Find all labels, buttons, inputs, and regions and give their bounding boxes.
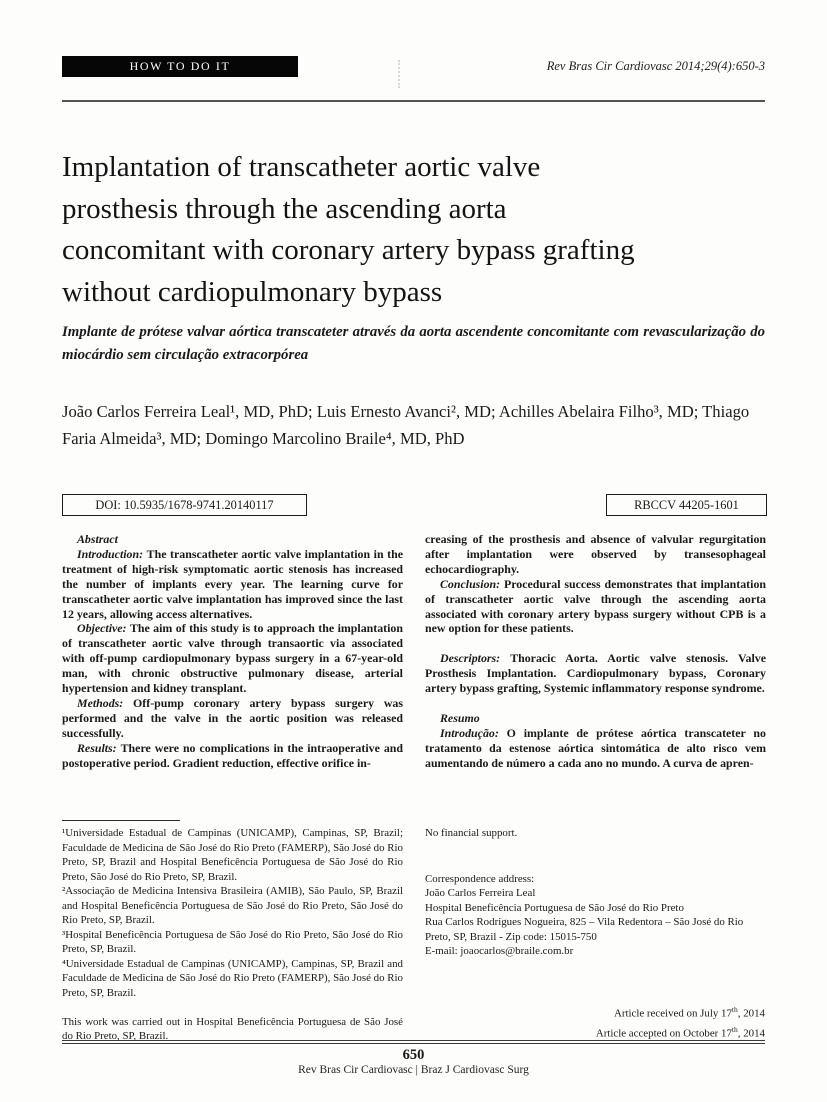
paragraph-text: O implante de prótese aórtica transcateter no tratamento da estenose aórtica sintomática de alto risco vem aumentando de número a cada ano no mundo. A curva de apren- [425,725,766,770]
correspondence-name: João Carlos Ferreira Leal [425,887,536,899]
footnote-rule [62,820,180,821]
descriptors-paragraph [425,651,766,696]
section-label-banner [62,56,298,77]
affiliation-3: ³Hospital Beneficência Portuguesa de São José do Rio Preto, São José do Rio Preto, SP, Brazil. [62,928,403,955]
paragraph-text: There were no complications in the intraoperative and postoperative period. Gradient reduction, effective orifice in- [62,740,403,770]
financial-support-note: No financial support. [425,827,518,839]
abstract-paragraph-results [62,741,403,771]
title-line-2: prosthesis through the ascending aorta [62,192,507,225]
paragraph-text: The aim of this study is to approach the implantation of transcatheter aortic valve through transaortic via associated with off-pump cardiopulmonary bypass surgery in a 67-year-old man, with chronic obstructive pulmonary disease, arterial hypertension and kidney transplant. [62,621,403,696]
correspondence-email: E-mail: joaocarlos@braile.com.br [425,945,574,957]
paragraph-lead: Methods: [77,695,134,710]
abstract-continuation: creasing of the prosthesis and absence of valvular regurgitation after implantation were observed by transesophageal echocardiography. [425,532,766,576]
title-line-4: without cardiopulmonary bypass [62,275,443,308]
abstract-section [62,532,766,774]
paragraph-lead: Descriptors: [440,651,511,666]
abstract-paragraph-objective [62,621,403,696]
affiliation-2: ²Associação de Medicina Intensiva Brasileira (AMIB), São Paulo, SP, Brazil and Hospital Beneficência Portuguesa de São José do Rio Preto, São José do Rio Preto, SP, Brazil. [62,885,403,926]
section-label: HOW TO DO IT [129,59,231,73]
abstract-paragraph-conclusion [425,577,766,637]
scan-dotted-artifact [398,60,400,88]
paragraph-lead: Results: [77,740,121,755]
title-line-1: Implantation of transcatheter aortic valve [62,151,541,183]
article-subtitle-pt: Implante de prótese valvar aórtica transcateter através da aorta ascendente concomitante com revascularização do miocárdio sem circulação extracorpórea [62,324,765,363]
abstract-paragraph-introduction [62,547,403,622]
footer-rule [62,1040,765,1044]
paragraph-lead: Introduction: [77,546,147,561]
abstract-heading: Abstract [77,532,118,546]
affiliation-4: ⁴Universidade Estadual de Campinas (UNICAMP), Campinas, SP, Brazil and Faculdade de Medicina de São José do Rio Preto (FAMERP), São José do Rio Preto, SP, Brazil. [62,957,404,999]
paragraph-lead: Conclusion: [440,576,504,591]
doi-box [62,494,307,516]
author-list: João Carlos Ferreira Leal¹, MD, PhD; Luis Ernesto Avanci², MD; Achilles Abelaira Filho³, MD; Thiago Faria Almeida³, MD; Domingo Marcolino Braile⁴, MD, PhD [62,402,750,448]
header-rule [62,100,765,102]
abstract-paragraph-methods [62,696,403,741]
journal-citation: Rev Bras Cir Cardiovasc 2014;29(4):650-3 [546,59,765,73]
resumo-heading: Resumo [440,710,480,725]
correspondence-street: Rua Carlos Rodrigues Nogueira, 825 – Vila Redentora – São José do Rio Preto, SP, Brazil - Zip code: 15015-750 [425,916,744,943]
article-accepted-date: Article accepted on October 17th, 2014 [595,1025,765,1040]
article-received-date: Article received on July 17th, 2014 [613,1005,765,1020]
rbccv-box [606,494,767,516]
paragraph-text: The transcatheter aortic valve implantation in the treatment of high-risk symptomatic aortic stenosis has increased the number of implants every year. The learning curve for transcatheter aortic valve implantation has improved since the last 12 years, allowing access alternatives. [62,546,403,621]
paragraph-lead: Introdução: [440,725,507,740]
correspondence-heading: Correspondence address: [425,872,535,885]
correspondence-hospital: Hospital Beneficência Portuguesa de São José do Rio Preto [425,901,684,914]
article-title [62,147,770,313]
resumo-paragraph-introducao [425,726,766,771]
affiliation-1: ¹Universidade Estadual de Campinas (UNICAMP), Campinas, SP, Brazil; Faculdade de Medicina de São José do Rio Preto (FAMERP), São José do Rio Preto, SP, Brazil and Hospital Beneficência Portuguesa de São José do Rio Preto, São José do Rio Preto, SP, Brazil. [62,827,404,883]
paragraph-text: Thoracic Aorta. Aortic valve stenosis. Valve Prosthesis Implantation. Cardiopulmonary bypass, Coronary artery bypass grafting, Systemic inflammatory response syndrome. [425,651,766,696]
paragraph-text: Off-pump coronary artery bypass surgery was performed and the valve in the aortic position was released successfully. [62,695,403,740]
abstract-column-left [62,532,403,774]
title-line-3: concomitant with coronary artery bypass grafting [62,234,635,266]
rbccv-text: RBCCV 44205-1601 [634,498,739,512]
footnotes-column-left [62,826,403,1044]
paragraph-text: Procedural success demonstrates that implantation of transcatheter aortic valve through the ascending aorta associated with coronary artery bypass surgery without CPB is a new option for these patients. [425,576,766,636]
article-dates [596,1002,765,1042]
doi-text: DOI: 10.5935/1678-9741.20140117 [95,498,274,512]
abstract-column-right [425,532,766,774]
footer-journal-line: Rev Bras Cir Cardiovasc | Braz J Cardiovasc Surg [298,1064,529,1076]
work-carried-out-note: This work was carried out in Hospital Beneficência Portuguesa de São José do Rio Preto, SP, Brazil. [62,1015,403,1042]
page-number: 650 [402,1047,425,1063]
paragraph-lead: Objective: [77,621,130,636]
